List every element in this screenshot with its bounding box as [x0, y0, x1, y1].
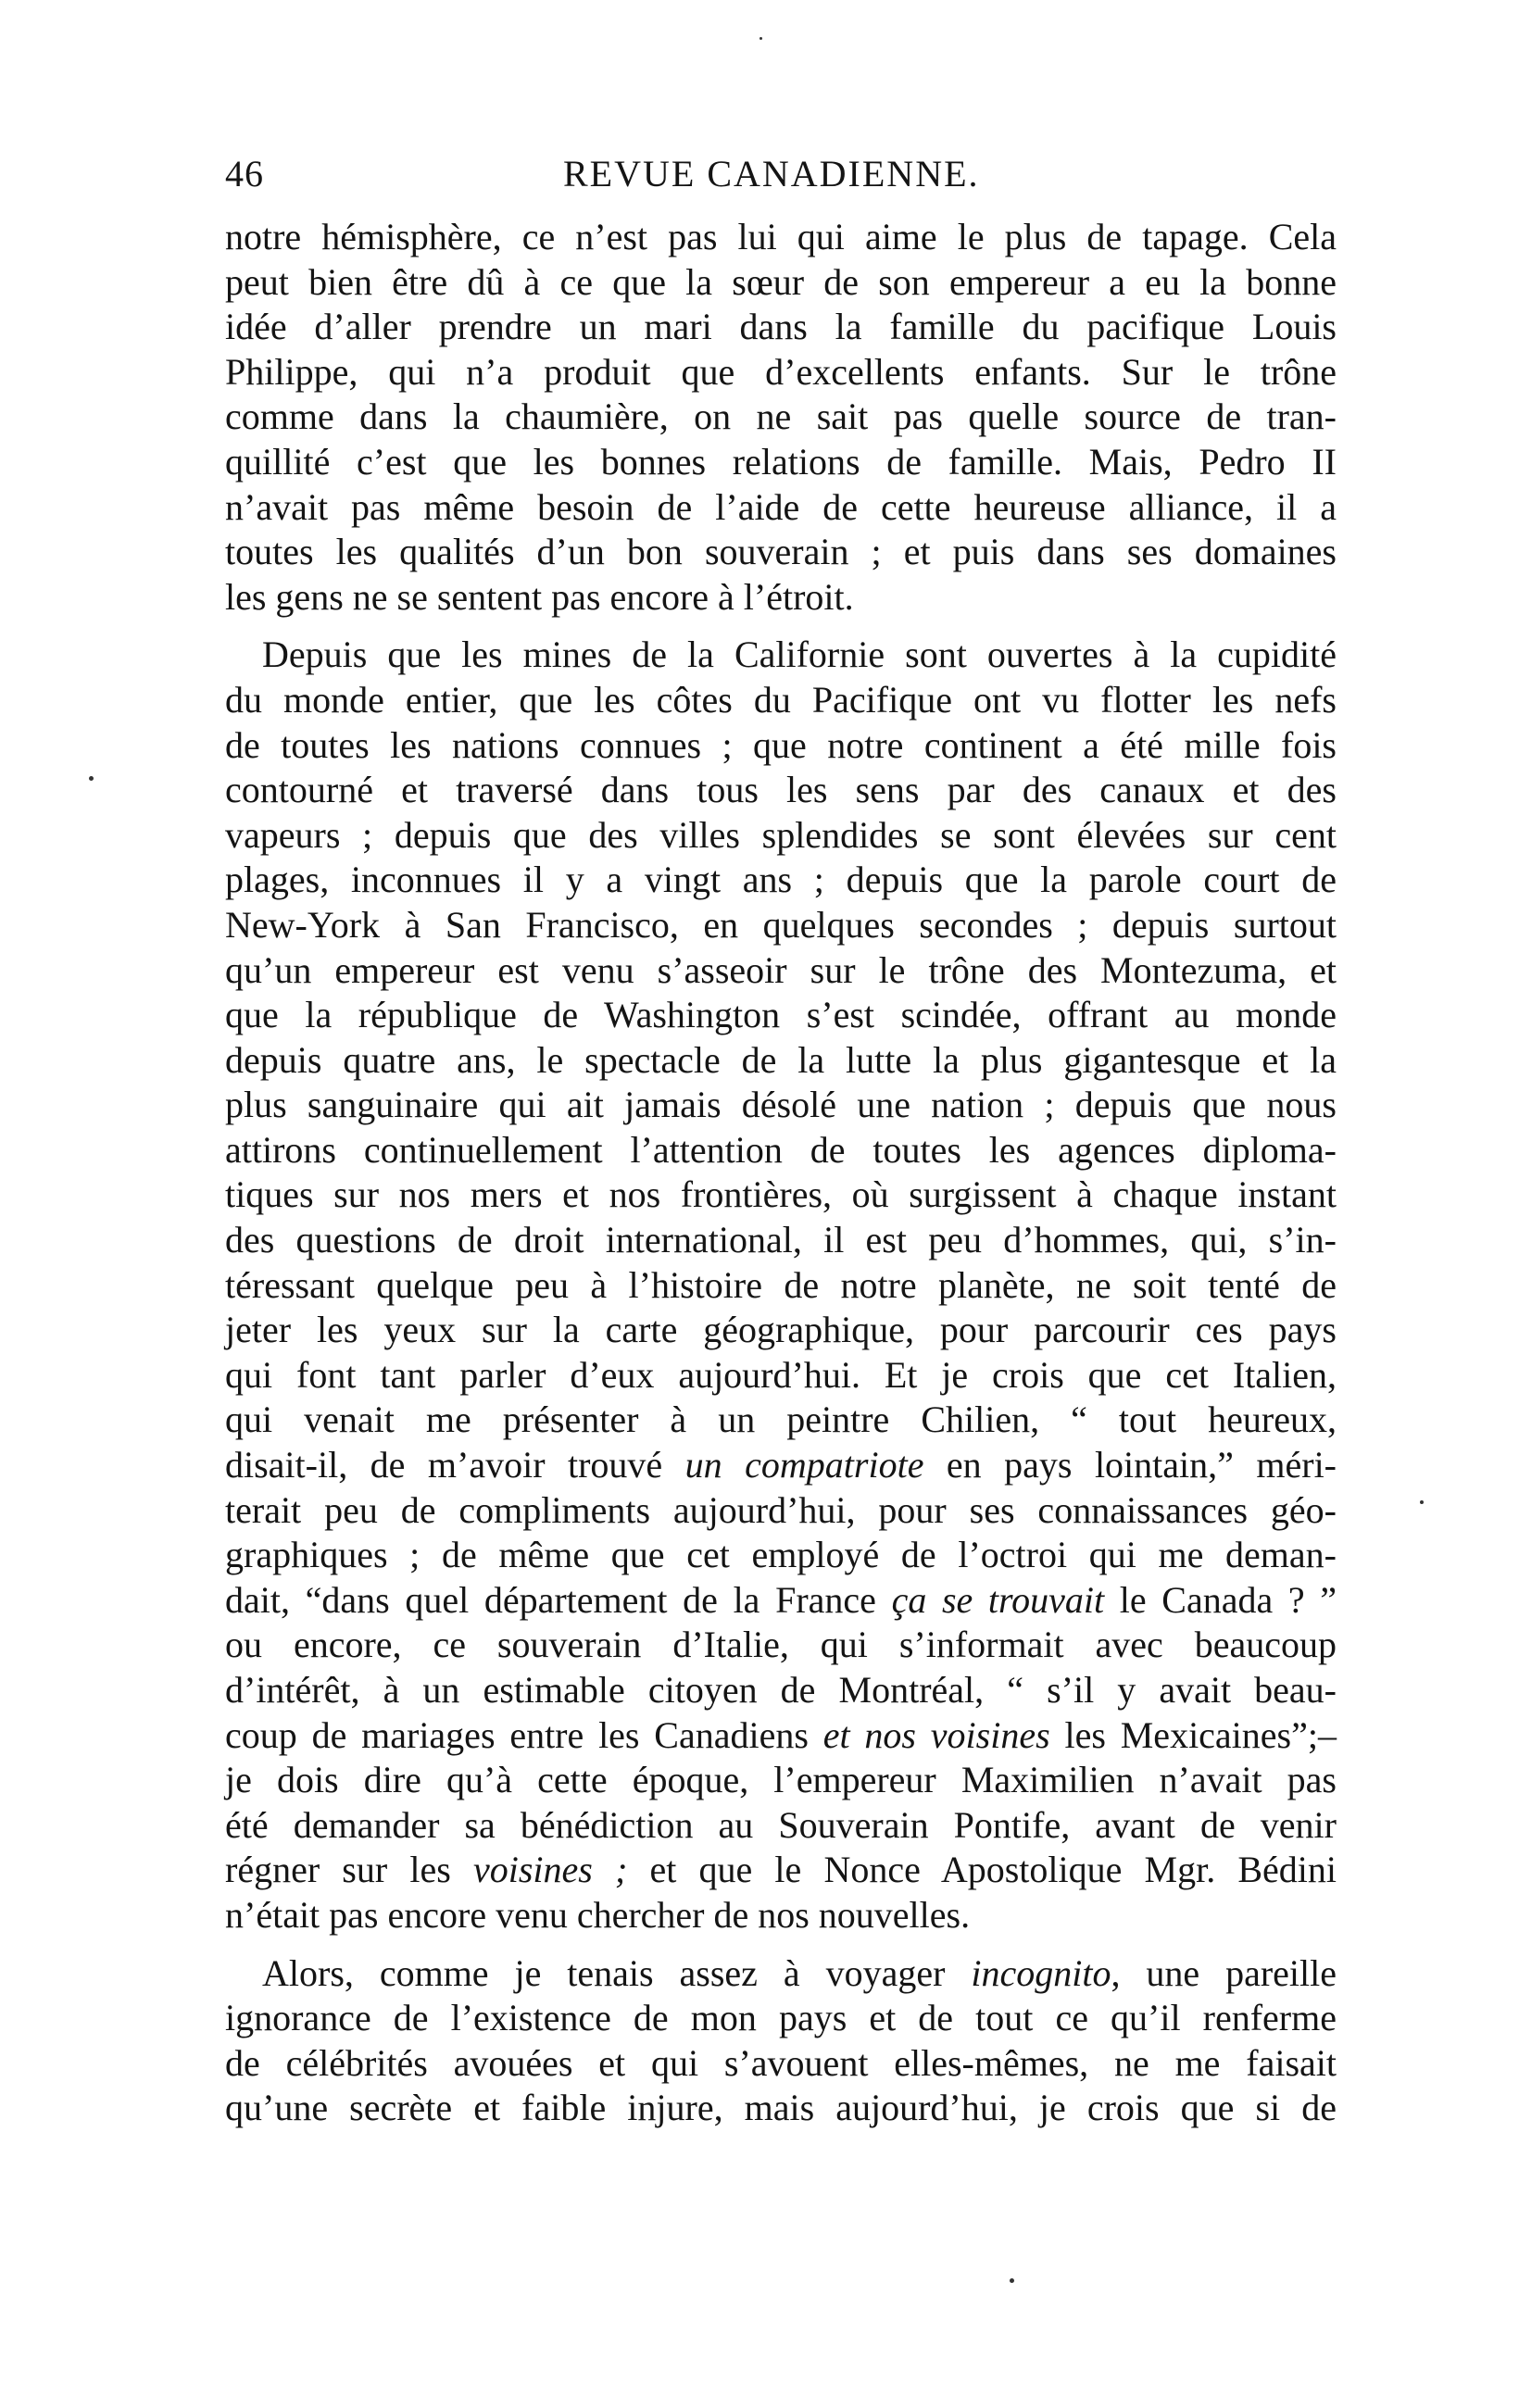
text-line: coup de mariages entre les Canadiens et nos voisines les Mexicaines”;– [225, 1713, 1337, 1756]
text-line: de toutes les nations connues ; que notre continent a été mille fois [225, 723, 1337, 766]
italic-phrase: incognito [971, 1951, 1111, 1994]
text-line: de célébrités avouées et qui s’avouent elles-mêmes, ne me faisait [225, 2041, 1337, 2084]
text-line: qu’un empereur est venu s’asseoir sur le trône des Montezuma, et [225, 948, 1337, 991]
text-line: je dois dire qu’à cette époque, l’empereur Maximilien n’avait pas [225, 1759, 1337, 1801]
running-title: REVUE CANADIENNE. [563, 153, 980, 194]
print-speck [760, 37, 762, 40]
text-line: ou encore, ce souverain d’Italie, qui s’informait avec beaucoup [225, 1624, 1337, 1666]
italic-phrase: et nos voisines [822, 1713, 1050, 1756]
text-line: contourné et traversé dans tous les sens par des canaux et des [225, 769, 1337, 811]
print-speck [89, 776, 94, 781]
text-line: Philippe, qui n’a produit que d’excellents enfants. Sur le trône [225, 350, 1337, 393]
text-line: n’avait pas même besoin de l’aide de cette heureuse alliance, il a [225, 485, 1337, 528]
text-line: les gens ne se sentent pas encore à l’étroit. [225, 575, 854, 618]
text-line: Alors, comme je tenais assez à voyager incognito, une pareille [262, 1951, 1337, 1994]
page-number: 46 [225, 153, 264, 194]
text-line: notre hémisphère, ce n’est pas lui qui aime le plus de tapage. Cela [225, 216, 1337, 257]
italic-phrase: voisines ; [472, 1849, 628, 1891]
text-line: attirons continuellement l’attention de toutes les agences diploma- [225, 1128, 1337, 1171]
text-line: dait, “dans quel département de la France ça se trouvait le Canada ? ” [225, 1578, 1337, 1621]
text-line: ignorance de l’existence de mon pays et de tout ce qu’il renferme [225, 1997, 1337, 2039]
paragraph [225, 215, 1337, 620]
text-line: régner sur les voisines ; et que le Nonce Apostolique Mgr. Bédini [225, 1849, 1337, 1891]
print-speck [1010, 2278, 1014, 2283]
text-line: n’était pas encore venu chercher de nos nouvelles. [225, 1893, 971, 1936]
text-line: quillité c’est que les bonnes relations de famille. Mais, Pedro II [225, 440, 1337, 483]
text-line: plages, inconnues il y a vingt ans ; depuis que la parole court de [225, 859, 1337, 901]
text-line: téressant quelque peu à l’histoire de notre planète, ne soit tenté de [225, 1263, 1337, 1306]
text-line: depuis quatre ans, le spectacle de la lutte la plus gigantesque et la [225, 1038, 1337, 1081]
text-line: du monde entier, que les côtes du Pacifique ont vu flotter les nefs [225, 678, 1337, 721]
italic-phrase: un compatriote [684, 1444, 924, 1486]
text-line: que la république de Washington s’est scindée, offrant au monde [225, 994, 1337, 1036]
text-line: terait peu de compliments aujourd’hui, pour ses connaissances géo- [225, 1488, 1337, 1531]
text-line: qui font tant parler d’eux aujourd’hui. Et je crois que cet Italien, [225, 1353, 1337, 1396]
text-line: tiques sur nos mers et nos frontières, où surgissent à chaque instant [225, 1173, 1337, 1216]
text-line: vapeurs ; depuis que des villes splendides se sont élevées sur cent [225, 813, 1337, 856]
paragraph [225, 633, 1337, 1938]
text-line: qu’une secrète et faible injure, mais aujourd’hui, je crois que si de [225, 2087, 1337, 2129]
italic-phrase: ça se trouvait [891, 1578, 1105, 1621]
text-line: toutes les qualités d’un bon souverain ; et puis dans ses domaines [225, 531, 1337, 573]
body-text [225, 215, 1337, 2131]
text-line: disait-il, de m’avoir trouvé un compatriote en pays lointain,” méri- [225, 1444, 1337, 1486]
text-line: graphiques ; de même que cet employé de l’octroi qui me deman- [225, 1534, 1337, 1576]
text-line: d’intérêt, à un estimable citoyen de Montréal, “ s’il y avait beau- [225, 1669, 1337, 1711]
running-head [225, 148, 1337, 204]
text-line: été demander sa bénédiction au Souverain Pontife, avant de venir [225, 1803, 1337, 1846]
text-line: des questions de droit international, il est peu d’hommes, qui, s’in- [225, 1219, 1337, 1261]
text-line: New-York à San Francisco, en quelques secondes ; depuis surtout [225, 903, 1337, 946]
text-line: qui venait me présenter à un peintre Chilien, “ tout heureux, [225, 1398, 1337, 1441]
text-line: Depuis que les mines de la Californie sont ouvertes à la cupidité [262, 633, 1337, 676]
paragraph [225, 1951, 1337, 2131]
print-speck [1420, 1500, 1424, 1504]
text-line: peut bien être dû à ce que la sœur de son empereur a eu la bonne [225, 260, 1337, 303]
text-line: plus sanguinaire qui ait jamais désolé une nation ; depuis que nous [225, 1084, 1337, 1126]
text-line: comme dans la chaumière, on ne sait pas quelle source de tran- [225, 395, 1337, 438]
text-line: idée d’aller prendre un mari dans la famille du pacifique Louis [225, 306, 1337, 348]
text-line: jeter les yeux sur la carte géographique, pour parcourir ces pays [225, 1309, 1337, 1351]
